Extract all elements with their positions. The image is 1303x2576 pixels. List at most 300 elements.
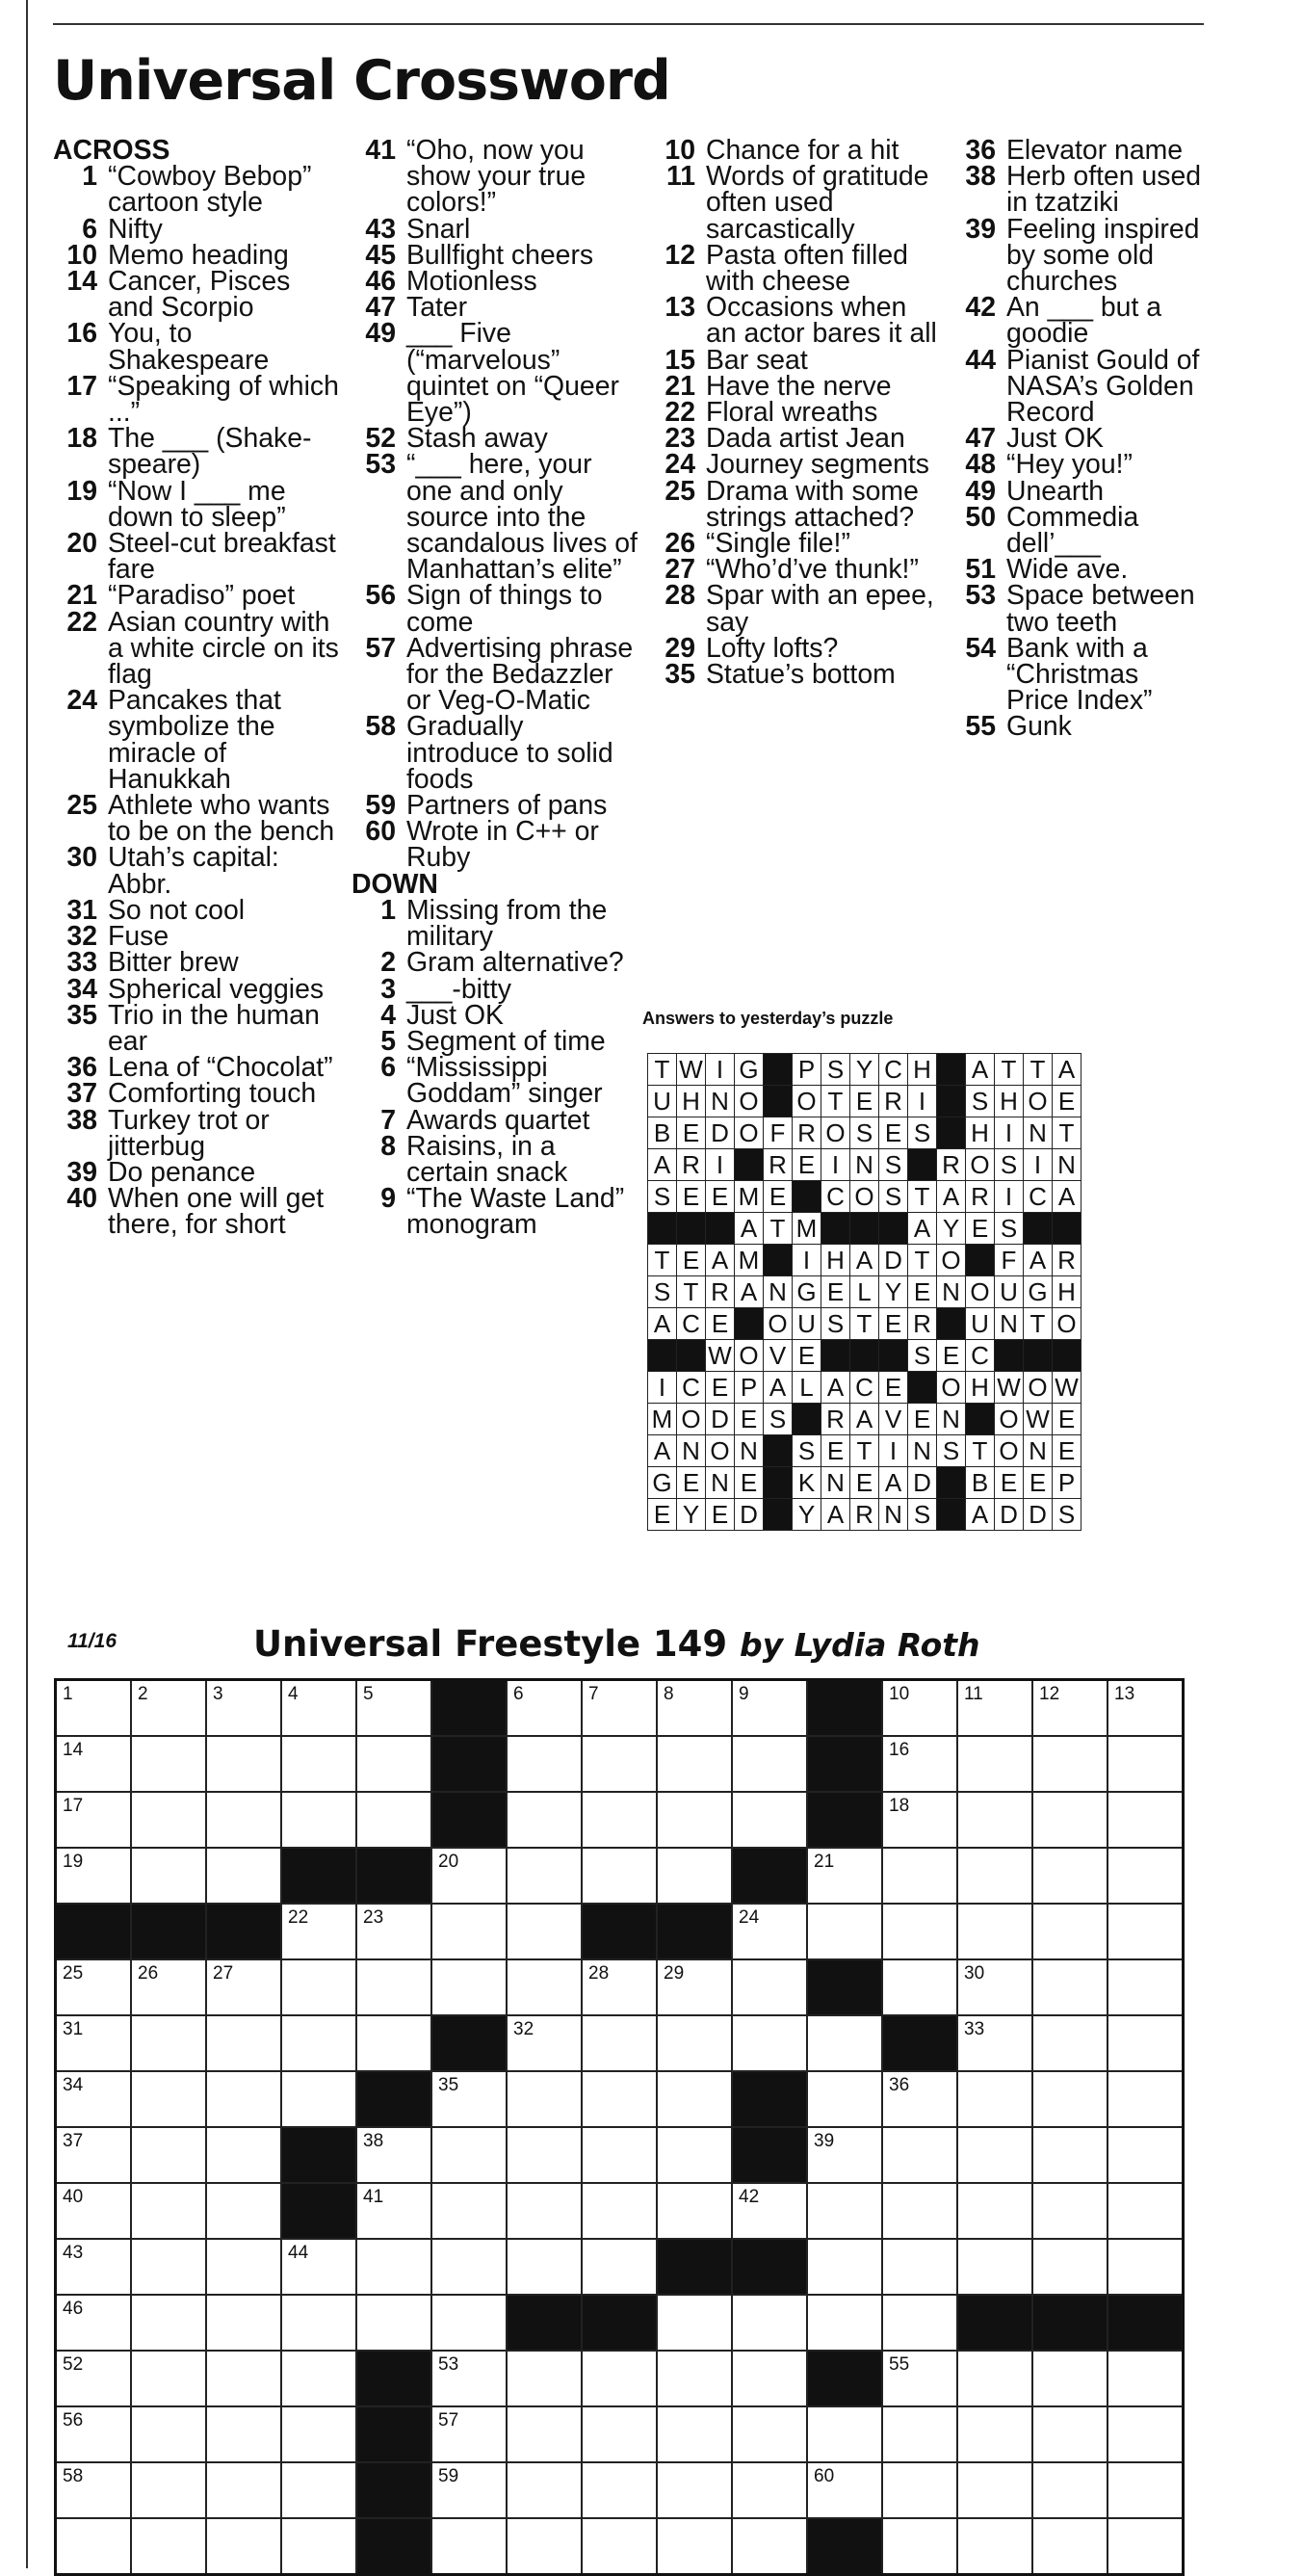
grid-cell[interactable] [281, 2351, 356, 2406]
answer-black-square [648, 1213, 677, 1245]
grid-cell[interactable] [206, 1680, 281, 1737]
answer-cell: E [793, 1340, 821, 1372]
grid-cell[interactable] [131, 1959, 206, 2015]
grid-cell[interactable] [657, 1736, 732, 1792]
cell-number: 17 [63, 1796, 84, 1816]
grid-cell[interactable] [431, 2518, 507, 2575]
grid-cell[interactable] [281, 1680, 356, 1737]
clue-text: Utah’s capital: Abbr. [108, 842, 279, 900]
clue-number: 9 [380, 1183, 396, 1215]
grid-cell[interactable] [431, 1959, 507, 2015]
grid-cell[interactable] [657, 2351, 732, 2406]
grid-cell[interactable] [882, 1959, 957, 2015]
clue-down-col3-29 [651, 632, 940, 664]
grid-cell[interactable] [732, 2518, 807, 2575]
grid-cell[interactable] [1032, 2183, 1108, 2239]
grid-cell[interactable] [356, 2127, 431, 2183]
clue-down-col4-49 [951, 475, 1204, 507]
clue-number: 10 [665, 135, 695, 166]
clue-text: Nifty [108, 213, 163, 245]
grid-cell[interactable] [131, 1848, 206, 1904]
grid-cell[interactable] [356, 2295, 431, 2351]
clue-across-49 [352, 318, 640, 429]
answer-cell: E [1053, 1086, 1081, 1117]
answer-cell: G [648, 1467, 677, 1499]
clues-column-2 [352, 135, 640, 1241]
grid-cell[interactable] [56, 2015, 132, 2071]
grid-cell[interactable] [657, 1848, 732, 1904]
grid-cell[interactable] [56, 1848, 132, 1904]
grid-cell[interactable] [1108, 1736, 1184, 1792]
grid-cell[interactable] [206, 2183, 281, 2239]
grid-cell[interactable] [582, 2518, 657, 2575]
grid-cell[interactable] [807, 2015, 882, 2071]
grid-cell[interactable] [1032, 1959, 1108, 2015]
grid-cell[interactable] [732, 2351, 807, 2406]
grid-cell[interactable] [582, 1959, 657, 2015]
black-square [732, 2071, 807, 2127]
clue-text: Stash away [406, 423, 548, 455]
grid-cell[interactable] [582, 2406, 657, 2462]
answer-cell: C [850, 1372, 879, 1404]
clue-number: 35 [66, 999, 97, 1031]
grid-cell[interactable] [131, 2351, 206, 2406]
clue-number: 54 [965, 632, 996, 664]
cell-number: 44 [288, 2243, 309, 2263]
grid-cell[interactable] [56, 2127, 132, 2183]
grid-cell[interactable] [507, 2015, 582, 2071]
grid-cell[interactable] [807, 2071, 882, 2127]
grid-cell[interactable] [582, 2351, 657, 2406]
answer-cell: M [735, 1245, 764, 1276]
grid-cell[interactable] [1108, 1959, 1184, 2015]
grid-cell[interactable] [206, 2462, 281, 2518]
grid-cell[interactable] [131, 2183, 206, 2239]
grid-cell[interactable] [732, 2406, 807, 2462]
grid-cell[interactable] [56, 2462, 132, 2518]
grid-cell[interactable] [356, 1959, 431, 2015]
grid-cell[interactable] [957, 2406, 1032, 2462]
answer-cell: A [735, 1276, 764, 1308]
grid-cell[interactable] [957, 1959, 1032, 2015]
grid-cell[interactable] [657, 1959, 732, 2015]
grid-cell[interactable] [957, 1792, 1032, 1848]
grid-cell[interactable] [732, 2015, 807, 2071]
clue-text: Missing from the military [406, 894, 608, 953]
grid-cell[interactable] [206, 2015, 281, 2071]
grid-cell[interactable] [882, 2351, 957, 2406]
grid-cell[interactable] [882, 1792, 957, 1848]
grid-cell[interactable] [807, 2295, 882, 2351]
grid-cell[interactable] [281, 2239, 356, 2295]
grid-cell[interactable] [56, 2183, 132, 2239]
grid-cell[interactable] [1032, 2351, 1108, 2406]
answer-black-square [793, 1181, 821, 1213]
across-clues-column-1 [53, 135, 342, 1241]
clue-number: 29 [665, 632, 695, 664]
grid-cell[interactable] [281, 1904, 356, 1959]
grid-cell[interactable] [1032, 2462, 1108, 2518]
grid-cell[interactable] [356, 1680, 431, 1737]
grid-cell[interactable] [356, 1904, 431, 1959]
answer-cell: N [677, 1435, 706, 1467]
grid-cell[interactable] [582, 2127, 657, 2183]
answer-cell: T [908, 1245, 937, 1276]
answer-cell: D [735, 1499, 764, 1531]
grid-cell[interactable] [957, 2183, 1032, 2239]
grid-cell[interactable] [56, 1680, 132, 1737]
grid-cell[interactable] [281, 2015, 356, 2071]
grid-cell[interactable] [1032, 2239, 1108, 2295]
answer-cell: H [966, 1117, 995, 1149]
answer-cell: O [793, 1086, 821, 1117]
grid-cell[interactable] [1108, 1848, 1184, 1904]
grid-cell[interactable] [1108, 1904, 1184, 1959]
cell-number: 32 [513, 2019, 534, 2039]
grid-cell[interactable] [507, 2462, 582, 2518]
grid-cell[interactable] [807, 2239, 882, 2295]
clue-number: 11 [665, 161, 695, 193]
grid-cell[interactable] [56, 2518, 132, 2575]
answer-cell: R [793, 1117, 821, 1149]
grid-cell[interactable] [1032, 1848, 1108, 1904]
grid-cell[interactable] [131, 2518, 206, 2575]
grid-cell[interactable] [882, 2071, 957, 2127]
clue-down-col2-6 [352, 1052, 640, 1110]
clue-across-19 [53, 475, 342, 533]
grid-cell[interactable] [206, 2518, 281, 2575]
clue-number: 10 [66, 239, 97, 271]
grid-cell[interactable] [507, 2071, 582, 2127]
grid-cell[interactable] [356, 2183, 431, 2239]
grid-cell[interactable] [1108, 1792, 1184, 1848]
grid-cell[interactable] [1032, 2127, 1108, 2183]
grid-cell[interactable] [882, 2462, 957, 2518]
grid-cell[interactable] [732, 1959, 807, 2015]
clue-text: Pancakes that symbolize the miracle of Hanukkah [108, 685, 281, 795]
grid-cell[interactable] [56, 2295, 132, 2351]
grid-cell[interactable] [1108, 2518, 1184, 2575]
black-square [882, 2015, 957, 2071]
answer-cell: I [706, 1149, 735, 1181]
grid-cell[interactable] [206, 2351, 281, 2406]
grid-cell[interactable] [281, 1736, 356, 1792]
page-title: Universal Crossword [53, 49, 670, 113]
answer-black-square [937, 1499, 966, 1531]
answer-cell: S [937, 1435, 966, 1467]
grid-cell[interactable] [957, 1736, 1032, 1792]
grid-cell[interactable] [281, 1792, 356, 1848]
grid-cell[interactable] [657, 2518, 732, 2575]
grid-cell[interactable] [356, 1792, 431, 1848]
grid-cell[interactable] [56, 1736, 132, 1792]
grid-cell[interactable] [1108, 2071, 1184, 2127]
grid-cell[interactable] [507, 1792, 582, 1848]
grid-cell[interactable] [882, 2183, 957, 2239]
grid-cell[interactable] [507, 2518, 582, 2575]
grid-cell[interactable] [657, 1680, 732, 1737]
grid-cell[interactable] [957, 1848, 1032, 1904]
grid-cell[interactable] [732, 1680, 807, 1737]
grid-cell[interactable] [131, 2462, 206, 2518]
grid-cell[interactable] [957, 2071, 1032, 2127]
grid-cell[interactable] [957, 1680, 1032, 1737]
grid-cell[interactable] [431, 1848, 507, 1904]
clue-down-col3-35 [651, 659, 940, 691]
grid-cell[interactable] [431, 2351, 507, 2406]
grid-cell[interactable] [657, 2127, 732, 2183]
clue-down-col2-7 [352, 1104, 640, 1136]
grid-cell[interactable] [356, 1736, 431, 1792]
grid-cell[interactable] [957, 1904, 1032, 1959]
grid-cell[interactable] [732, 2183, 807, 2239]
answer-cell: T [648, 1054, 677, 1086]
clue-text: “Mississippi Goddam” singer [406, 1052, 603, 1110]
grid-cell[interactable] [281, 2518, 356, 2575]
grid-cell[interactable] [356, 2015, 431, 2071]
grid-cell[interactable] [56, 2071, 132, 2127]
grid-cell[interactable] [431, 1904, 507, 1959]
clue-number: 30 [66, 842, 97, 874]
grid-cell[interactable] [1032, 2518, 1108, 2575]
page-top-rule [53, 23, 1204, 25]
grid-cell[interactable] [657, 2183, 732, 2239]
grid-cell[interactable] [206, 2127, 281, 2183]
grid-cell[interactable] [807, 1848, 882, 1904]
grid-cell[interactable] [657, 2071, 732, 2127]
grid-cell[interactable] [431, 2239, 507, 2295]
answer-cell: Y [850, 1054, 879, 1086]
grid-cell[interactable] [507, 1736, 582, 1792]
grid-cell[interactable] [882, 2518, 957, 2575]
grid-cell[interactable] [507, 2406, 582, 2462]
grid-cell[interactable] [582, 1680, 657, 1737]
grid-cell[interactable] [56, 2406, 132, 2462]
grid-cell[interactable] [507, 2183, 582, 2239]
clue-text: Words of gratitude often used sarcastically [706, 161, 929, 245]
grid-cell[interactable] [582, 2462, 657, 2518]
grid-cell[interactable] [807, 2406, 882, 2462]
grid-cell[interactable] [957, 2462, 1032, 2518]
grid-cell[interactable] [882, 2239, 957, 2295]
grid-cell[interactable] [431, 2183, 507, 2239]
cell-number: 28 [588, 1963, 610, 1984]
grid-cell[interactable] [1032, 1736, 1108, 1792]
grid-cell[interactable] [657, 2406, 732, 2462]
grid-cell[interactable] [507, 2351, 582, 2406]
answer-cell: R [706, 1276, 735, 1308]
grid-cell[interactable] [657, 2462, 732, 2518]
grid-cell[interactable] [807, 1904, 882, 1959]
grid-cell[interactable] [507, 1959, 582, 2015]
grid-cell[interactable] [882, 2295, 957, 2351]
clue-number: 49 [965, 475, 996, 507]
clue-number: 57 [365, 632, 396, 664]
grid-cell[interactable] [507, 1680, 582, 1737]
answer-cell: T [1024, 1054, 1053, 1086]
clue-number: 26 [665, 528, 695, 560]
grid-cell[interactable] [281, 2406, 356, 2462]
grid-cell[interactable] [431, 2406, 507, 2462]
clue-across-20 [53, 528, 342, 586]
answer-cell: E [735, 1467, 764, 1499]
grid-cell[interactable] [131, 2127, 206, 2183]
grid-cell[interactable] [582, 2239, 657, 2295]
answer-cell: L [793, 1372, 821, 1404]
grid-cell[interactable] [732, 1736, 807, 1792]
grid-cell[interactable] [56, 2351, 132, 2406]
answer-cell: U [793, 1308, 821, 1340]
grid-cell[interactable] [582, 2071, 657, 2127]
grid-cell[interactable] [732, 2462, 807, 2518]
grid-cell[interactable] [957, 2015, 1032, 2071]
grid-cell[interactable] [582, 2015, 657, 2071]
clue-text: “Hey you!” [1006, 449, 1133, 481]
grid-cell[interactable] [1032, 1792, 1108, 1848]
clue-text: “Oho, now you show your true colors!” [406, 135, 586, 219]
clue-number: 21 [66, 580, 97, 612]
grid-cell[interactable] [1108, 2239, 1184, 2295]
grid-cell[interactable] [431, 2462, 507, 2518]
cell-number: 46 [63, 2299, 84, 2319]
grid-cell[interactable] [1108, 2406, 1184, 2462]
grid-cell[interactable] [1108, 2183, 1184, 2239]
grid-cell[interactable] [131, 1736, 206, 1792]
answer-cell: I [706, 1054, 735, 1086]
grid-cell[interactable] [431, 2295, 507, 2351]
grid-cell[interactable] [507, 1904, 582, 1959]
grid-cell[interactable] [56, 2239, 132, 2295]
cell-number: 22 [288, 1907, 309, 1928]
grid-cell[interactable] [131, 2406, 206, 2462]
grid-cell[interactable] [1032, 1680, 1108, 1737]
grid-cell[interactable] [131, 1792, 206, 1848]
grid-cell[interactable] [131, 2239, 206, 2295]
grid-cell[interactable] [206, 1736, 281, 1792]
grid-cell[interactable] [1032, 1904, 1108, 1959]
grid-cell[interactable] [1032, 2071, 1108, 2127]
grid-cell[interactable] [131, 2071, 206, 2127]
grid-cell[interactable] [657, 2015, 732, 2071]
clue-number: 41 [365, 135, 396, 166]
grid-cell[interactable] [882, 1736, 957, 1792]
answer-black-square [966, 1245, 995, 1276]
grid-cell[interactable] [56, 1959, 132, 2015]
grid-cell[interactable] [206, 1792, 281, 1848]
grid-cell[interactable] [882, 2127, 957, 2183]
grid-cell[interactable] [206, 1959, 281, 2015]
grid-cell[interactable] [206, 1848, 281, 1904]
grid-cell[interactable] [206, 2071, 281, 2127]
grid-cell[interactable] [957, 2351, 1032, 2406]
clue-text: Unearth [1006, 475, 1105, 507]
grid-cell[interactable] [431, 2071, 507, 2127]
grid-cell[interactable] [507, 2239, 582, 2295]
answer-cell: M [793, 1213, 821, 1245]
grid-cell[interactable] [281, 2071, 356, 2127]
grid-cell[interactable] [882, 2406, 957, 2462]
grid-cell[interactable] [657, 1792, 732, 1848]
grid-cell[interactable] [131, 2295, 206, 2351]
answer-cell: G [1024, 1276, 1053, 1308]
grid-cell[interactable] [957, 2127, 1032, 2183]
answer-cell: S [966, 1086, 995, 1117]
puzzle-date: 11/16 [67, 1630, 117, 1652]
grid-cell[interactable] [732, 2295, 807, 2351]
grid-cell[interactable] [507, 2127, 582, 2183]
grid-cell[interactable] [507, 1848, 582, 1904]
grid-cell[interactable] [131, 2015, 206, 2071]
clue-across-22 [53, 606, 342, 691]
grid-cell[interactable] [206, 2295, 281, 2351]
clue-number: 44 [965, 344, 996, 376]
black-square [807, 2351, 882, 2406]
answer-black-square [879, 1340, 908, 1372]
grid-cell[interactable] [206, 2239, 281, 2295]
grid-cell[interactable] [807, 2462, 882, 2518]
grid-cell[interactable] [281, 2295, 356, 2351]
grid-cell[interactable] [582, 1848, 657, 1904]
grid-cell[interactable] [582, 2183, 657, 2239]
clue-text: “Speaking of which ...” [108, 370, 339, 429]
grid-cell[interactable] [582, 1792, 657, 1848]
grid-cell[interactable] [206, 2406, 281, 2462]
grid-cell[interactable] [882, 1848, 957, 1904]
grid-cell[interactable] [657, 2295, 732, 2351]
grid-cell[interactable] [281, 1959, 356, 2015]
cell-number: 37 [63, 2131, 84, 2151]
black-square [431, 1680, 507, 1737]
answer-cell: F [995, 1245, 1024, 1276]
clue-text: Gradually introduce to solid foods [406, 711, 613, 795]
grid-cell[interactable] [281, 2462, 356, 2518]
grid-cell[interactable] [1032, 2015, 1108, 2071]
grid-cell[interactable] [882, 1904, 957, 1959]
grid-cell[interactable] [1108, 2127, 1184, 2183]
grid-cell[interactable] [957, 2518, 1032, 2575]
answer-cell: E [966, 1213, 995, 1245]
grid-cell[interactable] [1108, 2351, 1184, 2406]
clue-number: 8 [380, 1130, 396, 1162]
clue-text: Sign of things to come [406, 580, 603, 638]
grid-cell[interactable] [882, 1680, 957, 1737]
grid-cell[interactable] [1032, 2406, 1108, 2462]
grid-cell[interactable] [431, 2127, 507, 2183]
answer-cell: S [793, 1435, 821, 1467]
black-square [807, 1736, 882, 1792]
grid-cell[interactable] [807, 2127, 882, 2183]
grid-cell[interactable] [732, 1904, 807, 1959]
grid-cell[interactable] [356, 2239, 431, 2295]
grid-cell[interactable] [1108, 1680, 1184, 1737]
answer-cell: V [764, 1340, 793, 1372]
grid-cell[interactable] [1108, 2462, 1184, 2518]
grid-cell[interactable] [807, 2183, 882, 2239]
grid-cell[interactable] [582, 1736, 657, 1792]
black-square [807, 1680, 882, 1737]
answer-cell: W [995, 1372, 1024, 1404]
grid-cell[interactable] [957, 2239, 1032, 2295]
clue-text: Bar seat [706, 344, 808, 376]
grid-cell[interactable] [131, 1680, 206, 1737]
answer-cell: A [937, 1181, 966, 1213]
answer-black-square [937, 1117, 966, 1149]
grid-cell[interactable] [732, 1792, 807, 1848]
grid-cell[interactable] [1108, 2015, 1184, 2071]
answer-cell: R [879, 1086, 908, 1117]
grid-cell[interactable] [56, 1792, 132, 1848]
cell-number: 43 [63, 2243, 84, 2263]
